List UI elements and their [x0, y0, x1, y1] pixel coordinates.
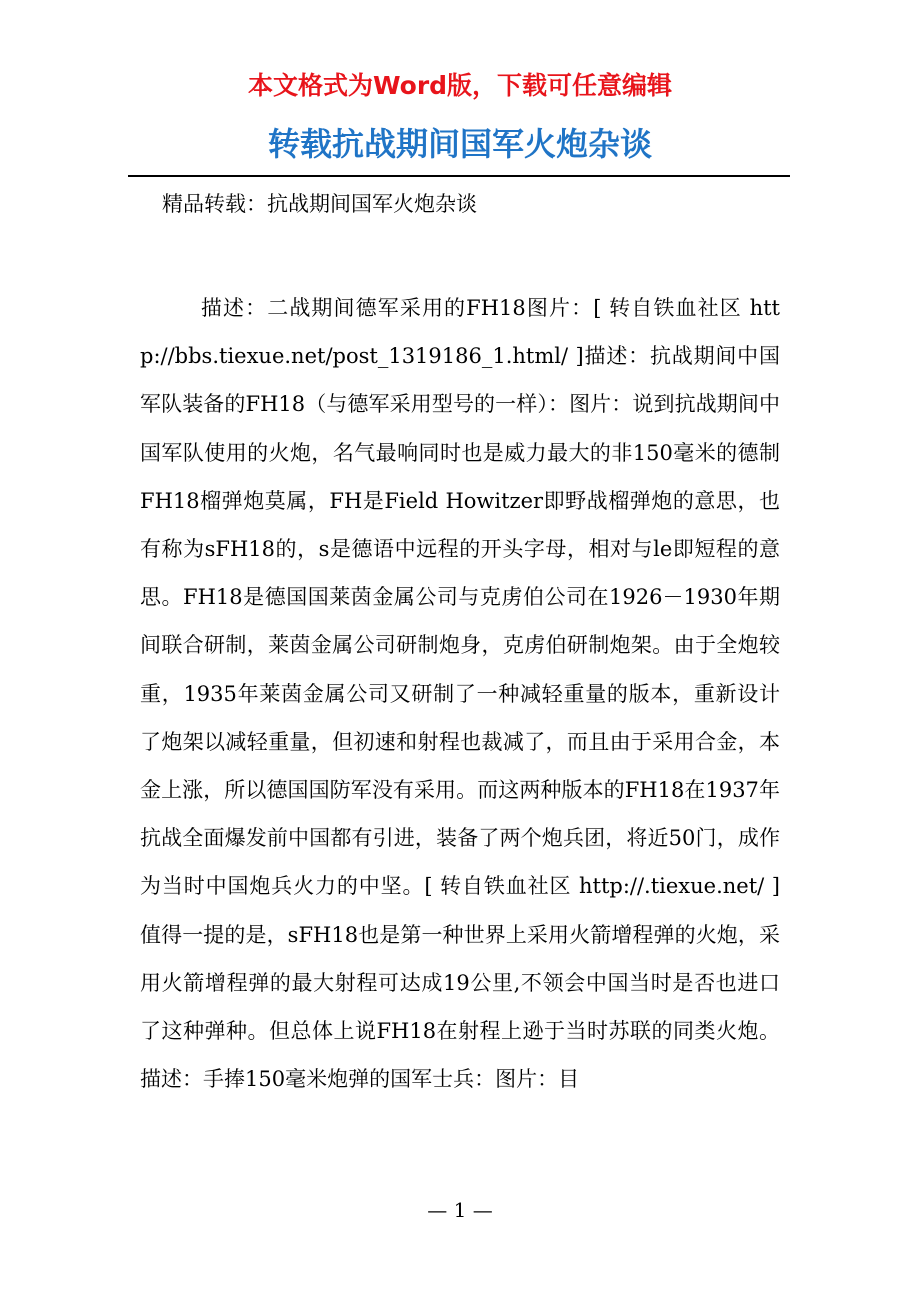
document-title: 转载抗战期间国军火炮杂谈 — [267, 125, 652, 163]
format-notice-banner: 本文格式为Word版，下载可任意编辑 — [247, 71, 673, 100]
document-body-paragraph: 描述：二战期间德军采用的FH18图片：[ 转自铁血社区 http://bbs.tiexue.net/post_1319186_1.html/ ]描述：抗战期间中国军队装备的FH18（与德军采用型号的一样）：图片：说到抗战期间中国军队使用的火炮，名气最响同时也是威力最大的非150毫米的德制FH18榴弹炮莫属，FH是Field Howitzer即野战榴弹炮的意思，也有称为sFH18的，s是德语中远程的开头字母，相对与le即短程的意思。FH18是德国国莱茵金属公司与克虏伯公司在1926－1930年期间联合研制，莱茵金属公司研制炮身，克虏伯研制炮架。由于全炮较重，1935年莱茵金属公司又研制了一种减轻重量的版本，重新设计了炮架以减轻重量，但初速和射程也裁减了，而且由于采用合金，本金上涨，所以德国国防军没有采用。而这两种版本的FH18在1937年抗战全面爆发前中国都有引进，装备了两个炮兵团，将近50门，成作为当时中国炮兵火力的中坚。[ 转自铁血社区 http://.tiexue.net/ ]值得一提的是，sFH18也是第一种世界上采用火箭增程弹的火炮，采用火箭增程弹的最大射程可达成19公里,不领会中国当时是否也进口了这种弹种。但总体上说FH18在射程上逊于当时苏联的同类火炮。描述：手捧150毫米炮弹的国军士兵：图片：目 — [140, 296, 780, 1092]
page-number: — 1 — — [427, 1198, 493, 1222]
title-divider — [128, 175, 790, 177]
document-subtitle: 精品转载：抗战期间国军火炮杂谈 — [162, 192, 477, 216]
